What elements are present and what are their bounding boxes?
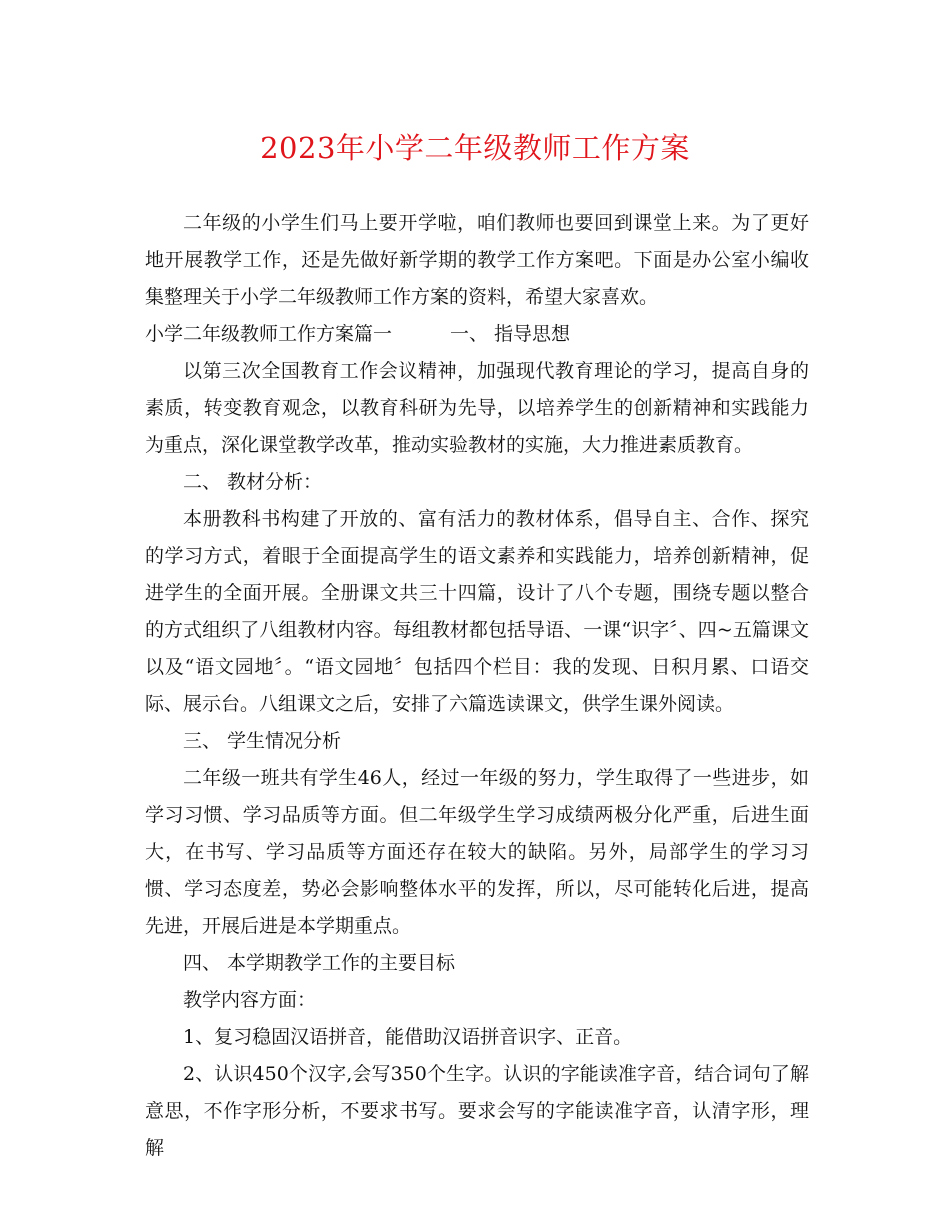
- heading-guiding-ideology: 一、 指导思想: [450, 323, 571, 345]
- paragraph-student-analysis: 二年级一班共有学生46人，经过一年级的努力，学生取得了一些进步，如学习习惯、学习品质等方面。但二年级学生学习成绩两极分化严重，后进生面大，在书写、学习品质等方面还存在较大的缺陷。另外，局部学生的学习习惯、学习态度差，势必会影响整体水平的发挥，所以，尽可能转化后进，提高先进，开展后进是本学期重点。: [145, 767, 809, 937]
- list-item: 1、复习稳固汉语拼音，能借助汉语拼音识字、正音。: [183, 1026, 633, 1048]
- heading-textbook-analysis: 二、 教材分析：: [183, 471, 323, 493]
- section-label: 小学二年级教师工作方案篇一: [145, 323, 393, 345]
- section-heading-line: [145, 316, 809, 353]
- list-item: 2、认识450个汉字,会写350个生字。认识的字能读准字音，结合词句了解意思，不作字形分析，不要求书写。要求会写的字能读准字音，认清字形，理解: [145, 1063, 809, 1159]
- intro-paragraph: 二年级的小学生们马上要开学啦，咱们教师也要回到课堂上来。为了更好地开展教学工作，还是先做好新学期的教学工作方案吧。下面是办公室小编收集整理关于小学二年级教师工作方案的资料，希望大家喜欢。: [145, 212, 809, 308]
- heading-teaching-content: 教学内容方面：: [183, 989, 317, 1011]
- paragraph-guiding-ideology: 以第三次全国教育工作会议精神，加强现代教育理论的学习，提高自身的素质，转变教育观念，以教育科研为先导，以培养学生的创新精神和实践能力为重点，深化课堂教学改革，推动实验教材的实施，大力推进素质教育。: [145, 360, 809, 456]
- paragraph-textbook-analysis: 本册教科书构建了开放的、富有活力的教材体系，倡导自主、合作、探究的学习方式，着眼于全面提高学生的语文素养和实践能力，培养创新精神，促进学生的全面开展。全册课文共三十四篇，设计了八个专题，围绕专题以整合的方式组织了八组教材内容。每组教材都包括导语、一课“识字〞、四~五篇课文以及“语文园地〞。“语文园地〞包括四个栏目：我的发现、日积月累、口语交际、展示台。八组课文之后，安排了六篇选读课文，供学生课外阅读。: [145, 508, 809, 715]
- document-body: [145, 205, 809, 1167]
- heading-student-analysis: 三、 学生情况分析: [183, 730, 342, 752]
- document-title: 2023年小学二年级教师工作方案: [260, 131, 690, 165]
- heading-main-goals: 四、 本学期教学工作的主要目标: [183, 952, 456, 974]
